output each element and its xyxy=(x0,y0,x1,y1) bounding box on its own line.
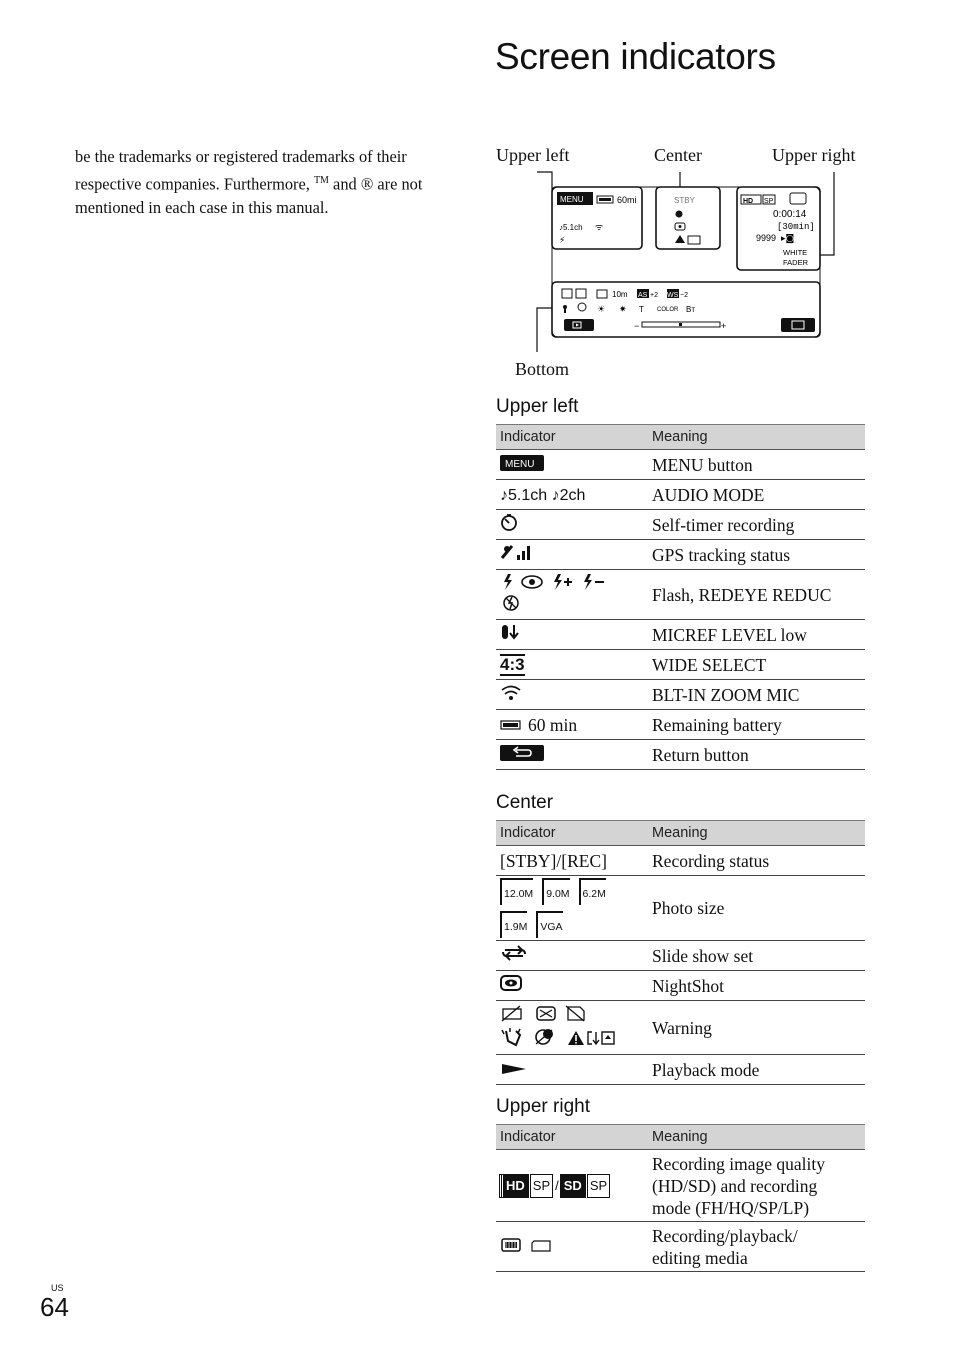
trademark-text-2: and ® are not mentioned in each case in this manual. xyxy=(75,174,423,218)
separator: / xyxy=(555,1178,559,1193)
screen-layout-diagram xyxy=(490,160,880,360)
table-row xyxy=(496,620,865,650)
meaning: NightShot xyxy=(648,971,865,1001)
center-table xyxy=(496,820,865,1085)
diagram-remain-text: [30min] xyxy=(777,222,815,232)
meaning: MICREF LEVEL low xyxy=(648,620,865,650)
svg-text:ᯤ: ᯤ xyxy=(595,223,604,233)
diagram-time-text: 0:00:14 xyxy=(773,209,807,220)
table-row xyxy=(496,450,865,480)
diagram-battery-text: 60mi xyxy=(617,195,637,205)
col-indicator: Indicator xyxy=(496,821,648,846)
meaning: Recording status xyxy=(648,846,865,876)
diagram-label-upper-right: Upper right xyxy=(772,145,856,165)
meaning: GPS tracking status xyxy=(648,540,865,570)
diagram-label-bottom: Bottom xyxy=(515,359,570,379)
table-row xyxy=(496,1150,865,1222)
table-row xyxy=(496,680,865,710)
meaning-line: (HD/SD) and recording xyxy=(652,1175,818,1196)
section-title-upper-left: Upper left xyxy=(496,396,579,417)
col-indicator: Indicator xyxy=(496,1125,648,1150)
table-row xyxy=(496,846,865,876)
meaning: BLT-IN ZOOM MIC xyxy=(648,680,865,710)
table-row xyxy=(496,876,865,941)
table-header xyxy=(496,821,865,846)
slide-show-icon xyxy=(500,944,528,962)
meaning: MENU button xyxy=(648,450,865,480)
table-header xyxy=(496,425,865,450)
sp-badge: SP xyxy=(587,1174,610,1198)
table-row xyxy=(496,480,865,510)
battery-icon xyxy=(500,714,577,736)
section-title-upper-right: Upper right xyxy=(496,1096,590,1117)
self-timer-icon xyxy=(500,513,518,531)
flash-icon xyxy=(500,572,610,612)
svg-text:▸◙: ▸◙ xyxy=(781,234,795,244)
meaning: Warning xyxy=(648,1001,865,1055)
playback-mode-icon xyxy=(500,1062,528,1076)
diagram-as-val: +2 xyxy=(650,292,658,299)
recording-status-text: [STBY]/[REC] xyxy=(496,846,648,876)
col-meaning: Meaning xyxy=(648,821,865,846)
svg-text:+: + xyxy=(721,321,727,331)
svg-text:✷: ✷ xyxy=(619,305,627,315)
photo-size-item: 9.0M xyxy=(542,878,569,905)
menu-button-icon xyxy=(500,455,544,471)
svg-text:−: − xyxy=(634,321,640,331)
meaning: Return button xyxy=(648,740,865,770)
svg-text:T: T xyxy=(639,305,644,314)
svg-text:SP: SP xyxy=(764,198,774,205)
table-row xyxy=(496,740,865,770)
photo-size-item: 1.9M xyxy=(500,911,527,938)
photo-size-item: 12.0M xyxy=(500,878,533,905)
gps-icon xyxy=(500,543,532,561)
meaning xyxy=(648,1222,865,1272)
meaning-line: editing media xyxy=(652,1247,748,1268)
table-row xyxy=(496,540,865,570)
upper-right-table xyxy=(496,1124,865,1272)
diagram-ws-text: WS xyxy=(667,292,679,299)
svg-text:⚡: ⚡ xyxy=(559,236,566,246)
trademark-text-1: be the trademarks or registered trademarks of their respective companies. Furthermore, xyxy=(75,147,407,194)
trademark-paragraph xyxy=(75,145,447,220)
meaning-line: Recording image quality xyxy=(652,1153,826,1174)
upper-left-table xyxy=(496,424,865,770)
table-row xyxy=(496,1001,865,1055)
warning-icon xyxy=(500,1003,628,1047)
diagram-ws-val: −2 xyxy=(680,292,688,299)
region-label: US xyxy=(51,1283,64,1293)
table-row xyxy=(496,1055,865,1085)
meaning: Remaining battery xyxy=(648,710,865,740)
meaning-line: Recording/playback/ xyxy=(652,1225,798,1246)
table-header xyxy=(496,1125,865,1150)
table-row xyxy=(496,650,865,680)
nightshot-icon xyxy=(500,974,522,992)
diagram-white-text: WHITE xyxy=(783,248,808,257)
page-number: 64 xyxy=(40,1292,69,1322)
photo-size-item: 6.2M xyxy=(579,878,606,905)
meaning: Flash, REDEYE REDUC xyxy=(648,570,865,620)
diagram-menu-text: MENU xyxy=(560,195,584,204)
image-quality-icon xyxy=(500,1174,610,1198)
meaning: Self-timer recording xyxy=(648,510,865,540)
zoom-mic-icon xyxy=(500,685,522,701)
page-title: Screen indicators xyxy=(495,36,776,77)
meaning xyxy=(648,1150,865,1222)
meaning: Slide show set xyxy=(648,941,865,971)
table-row xyxy=(496,1222,865,1272)
diagram-label-upper-left: Upper left xyxy=(496,145,570,165)
meaning: WIDE SELECT xyxy=(648,650,865,680)
meaning: AUDIO MODE xyxy=(648,480,865,510)
col-meaning: Meaning xyxy=(648,425,865,450)
col-indicator: Indicator xyxy=(496,425,648,450)
table-row xyxy=(496,971,865,1001)
audio-mode-icon: ♪5.1ch ♪2ch xyxy=(500,486,586,504)
tm-mark: TM xyxy=(313,175,329,186)
diagram-audio-text: ♪5.1ch xyxy=(559,223,583,232)
sp-badge: SP xyxy=(530,1174,553,1198)
diagram-fader-text: FADER xyxy=(783,258,809,267)
return-button-icon xyxy=(500,745,544,761)
table-row xyxy=(496,710,865,740)
section-title-center: Center xyxy=(496,792,554,813)
col-meaning: Meaning xyxy=(648,1125,865,1150)
diagram-bottom-time: 10m xyxy=(612,290,628,299)
svg-text:HD: HD xyxy=(743,198,754,205)
meaning: Photo size xyxy=(648,876,865,941)
svg-text:Bᴛ: Bᴛ xyxy=(686,305,695,314)
meaning: Playback mode xyxy=(648,1055,865,1085)
svg-text:MENU: MENU xyxy=(505,458,535,470)
micref-icon xyxy=(500,623,522,641)
svg-text:☀: ☀ xyxy=(597,305,606,315)
table-row xyxy=(496,941,865,971)
sd-badge: SD xyxy=(561,1175,585,1197)
table-row xyxy=(496,510,865,540)
meaning-line: mode (FH/HQ/SP/LP) xyxy=(652,1197,810,1218)
diagram-color-text: COLOR xyxy=(657,307,679,313)
table-row xyxy=(496,570,865,620)
photo-size-icon xyxy=(500,878,630,938)
diagram-as-text: AS xyxy=(638,292,648,299)
diagram-photo-count: 9999 xyxy=(756,233,777,243)
wide-select-icon: 4:3 xyxy=(500,655,525,674)
photo-size-item: VGA xyxy=(536,911,562,938)
battery-text: 60 min xyxy=(528,714,578,735)
hd-badge: HD xyxy=(500,1175,528,1197)
diagram-label-center: Center xyxy=(654,145,702,165)
media-icon xyxy=(500,1237,554,1253)
diagram-stby-text: STBY xyxy=(674,196,695,205)
